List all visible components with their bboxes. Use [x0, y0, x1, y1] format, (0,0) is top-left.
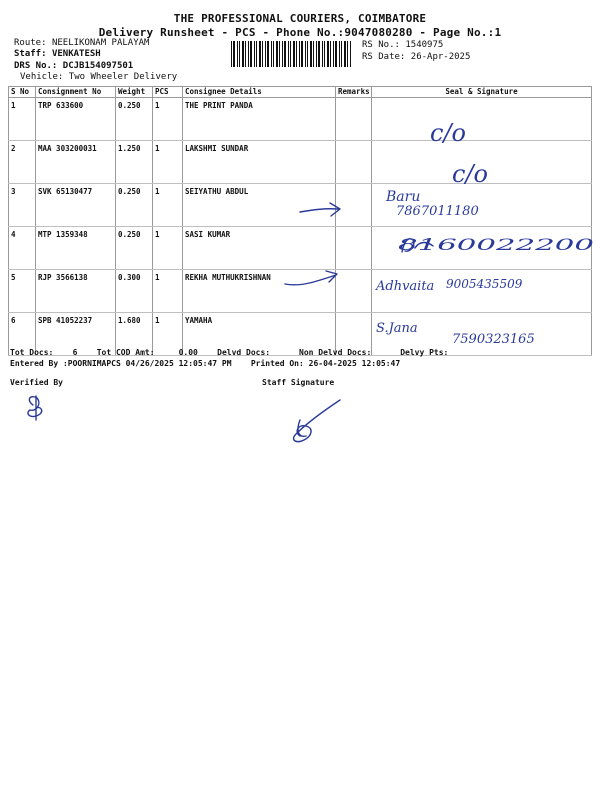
- row1-handwriting: c/o: [430, 119, 466, 147]
- barcode-bar: [262, 41, 263, 67]
- cell-consignee: LAKSHMI SUNDAR: [183, 141, 336, 184]
- cell-signature: [372, 270, 592, 313]
- tot-cod-value: 0.00: [178, 348, 198, 357]
- tot-docs-label: Tot Docs:: [10, 348, 54, 357]
- barcode-bar: [322, 41, 323, 67]
- verified-by-label: Verified By: [10, 378, 63, 387]
- barcode-bar: [282, 41, 283, 67]
- cell-weight: 0.300: [116, 270, 153, 313]
- cell-remarks: [336, 184, 372, 227]
- barcode-bar: [239, 41, 240, 67]
- cell-pcs: 1: [153, 313, 183, 356]
- row4-phone-handwriting: 8160022200: [398, 235, 594, 254]
- col-consignee: Consignee Details: [183, 87, 336, 98]
- cell-remarks: [336, 141, 372, 184]
- cell-sno: 5: [9, 270, 36, 313]
- cell-signature: [372, 227, 592, 270]
- drs-value: DCJB154097501: [62, 61, 134, 71]
- cell-pcs: 1: [153, 184, 183, 227]
- barcode-bar: [242, 41, 244, 67]
- cell-pcs: 1: [153, 227, 183, 270]
- cell-pcs: 1: [153, 98, 183, 141]
- col-consignment: Consignment No: [36, 87, 116, 98]
- staff-value: VENKATESH: [51, 49, 101, 59]
- row5-phone-handwriting: 9005435509: [446, 277, 523, 291]
- company-title: THE PROFESSIONAL COURIERS, COIMBATORE: [173, 12, 427, 25]
- barcode-bar: [250, 41, 252, 67]
- entered-by-label: Entered By :: [10, 359, 68, 368]
- barcode-bar: [301, 41, 303, 67]
- cell-weight: 0.250: [116, 227, 153, 270]
- barcode-bar: [335, 41, 337, 67]
- printed-on-value: 26-04-2025 12:05:47: [308, 359, 401, 368]
- route-label: Route:: [14, 38, 47, 48]
- barcode-bar: [307, 41, 308, 67]
- table-header-row: [9, 87, 592, 98]
- barcode-bar: [288, 41, 289, 67]
- barcode-bar: [259, 41, 261, 67]
- cell-consignee: SASI KUMAR: [183, 227, 336, 270]
- barcode-bar: [254, 41, 255, 67]
- cell-consignee: REKHA MUTHUKRISHNAN: [183, 270, 336, 313]
- staff-line: [14, 49, 101, 59]
- barcode-bar: [299, 41, 300, 67]
- totals-line: [10, 348, 448, 357]
- rs-no-line: [362, 40, 443, 50]
- vehicle-label: Vehicle:: [20, 72, 64, 82]
- barcode-bar: [327, 41, 329, 67]
- col-pcs: PCS: [153, 87, 183, 98]
- cell-sno: 3: [9, 184, 36, 227]
- barcode-bar: [293, 41, 295, 67]
- cell-consignment: SVK 65130477: [36, 184, 116, 227]
- table-row: [9, 227, 592, 270]
- col-remarks: Remarks: [336, 87, 372, 98]
- delvd-docs-label: Delvd Docs:: [217, 348, 271, 357]
- staff-label: Staff:: [14, 49, 47, 59]
- cell-sno: 4: [9, 227, 36, 270]
- cell-consignee: THE PRINT PANDA: [183, 98, 336, 141]
- barcode-bar: [237, 41, 238, 67]
- tot-cod-label: Tot COD Amt:: [96, 348, 155, 357]
- row3-phone-handwriting: 7867011180: [396, 204, 479, 219]
- tot-docs-value: 6: [72, 348, 78, 357]
- barcode-bar: [330, 41, 331, 67]
- cell-consignee: YAMAHA: [183, 313, 336, 356]
- staff-signature-icon: [294, 400, 340, 442]
- cell-consignment: MTP 1359348: [36, 227, 116, 270]
- barcode-bar: [231, 41, 232, 67]
- cell-consignment: SPB 41052237: [36, 313, 116, 356]
- cell-sno: 1: [9, 98, 36, 141]
- barcode-bar: [271, 41, 272, 67]
- barcode-bar: [350, 41, 351, 67]
- entered-line: [10, 359, 400, 368]
- col-weight: Weight: [116, 87, 153, 98]
- rs-no-value: 1540975: [405, 40, 444, 50]
- barcode-bar: [267, 41, 269, 67]
- cell-sno: 6: [9, 313, 36, 356]
- cell-weight: 1.250: [116, 141, 153, 184]
- col-signature: Seal & Signature: [372, 87, 592, 98]
- row6-phone-handwriting: 7590323165: [452, 332, 535, 347]
- cell-signature: [372, 98, 592, 141]
- printed-on-label: Printed On:: [250, 359, 304, 368]
- barcode-bar: [305, 41, 306, 67]
- drs-line: [14, 61, 133, 71]
- cell-weight: 0.250: [116, 184, 153, 227]
- barcode-bar: [347, 41, 348, 67]
- staff-signature-label: Staff Signature: [262, 378, 335, 387]
- route-line: [14, 38, 149, 48]
- barcode-bar: [318, 41, 320, 67]
- cell-signature: [372, 184, 592, 227]
- barcode-bar: [248, 41, 249, 67]
- barcode-bar: [245, 41, 246, 67]
- cell-sno: 2: [9, 141, 36, 184]
- rs-date-label: RS Date:: [362, 52, 406, 62]
- non-delvd-docs-label: Non Delvd Docs:: [299, 348, 372, 357]
- table-row: [9, 141, 592, 184]
- rs-date-line: [362, 52, 470, 62]
- barcode-bar: [276, 41, 278, 67]
- col-sno: S No: [9, 87, 36, 98]
- barcode-bar: [256, 41, 257, 67]
- drs-label: DRS No.:: [14, 61, 58, 71]
- cell-weight: 1.680: [116, 313, 153, 356]
- barcode-bar: [333, 41, 334, 67]
- row5-name-handwriting: Adhvaita: [376, 279, 435, 294]
- barcode-bar: [344, 41, 346, 67]
- cell-remarks: [336, 227, 372, 270]
- runsheet-subtitle: Delivery Runsheet - PCS - Phone No.:9047080280 - Page No.:1: [98, 26, 502, 39]
- barcode-bar: [339, 41, 340, 67]
- entered-by-value: POORNIMAPCS 04/26/2025 12:05:47 PM: [67, 359, 232, 368]
- cell-pcs: 1: [153, 270, 183, 313]
- barcode-bar: [265, 41, 266, 67]
- cell-signature: [372, 141, 592, 184]
- barcode-bar: [313, 41, 314, 67]
- table-row: [9, 270, 592, 313]
- barcode-bar: [233, 41, 235, 67]
- barcode-bar: [284, 41, 286, 67]
- cell-remarks: [336, 270, 372, 313]
- cell-pcs: 1: [153, 141, 183, 184]
- barcode-bar: [290, 41, 291, 67]
- rs-no-label: RS No.:: [362, 40, 400, 50]
- barcode-bar: [296, 41, 297, 67]
- barcode-bar: [279, 41, 280, 67]
- route-value: NEELIKONAM PALAYAM: [51, 38, 150, 48]
- cell-weight: 0.250: [116, 98, 153, 141]
- verified-signature-icon: [28, 396, 42, 420]
- barcode-bar: [316, 41, 317, 67]
- barcode-bar: [324, 41, 325, 67]
- row2-handwriting: c/o: [452, 160, 488, 188]
- cell-consignment: TRP 633600: [36, 98, 116, 141]
- rs-date-value: 26-Apr-2025: [410, 52, 471, 62]
- cell-consignment: MAA 303200031: [36, 141, 116, 184]
- table-row: [9, 98, 592, 141]
- cell-consignment: RJP 3566138: [36, 270, 116, 313]
- row6-name-handwriting: S.Jana: [376, 321, 418, 336]
- cell-consignee: SEIYATHU ABDUL: [183, 184, 336, 227]
- vehicle-value: Two Wheeler Delivery: [68, 72, 178, 82]
- delvy-pts-label: Delvy Pts:: [400, 348, 449, 357]
- table-row: [9, 184, 592, 227]
- vehicle-line: [20, 72, 177, 82]
- barcode-bar: [310, 41, 312, 67]
- row3-name-handwriting: Baru: [386, 189, 421, 205]
- barcode-bar: [341, 41, 342, 67]
- barcode-bar: [273, 41, 274, 67]
- barcode: [230, 41, 354, 67]
- cell-remarks: [336, 98, 372, 141]
- runsheet-table: [8, 86, 592, 356]
